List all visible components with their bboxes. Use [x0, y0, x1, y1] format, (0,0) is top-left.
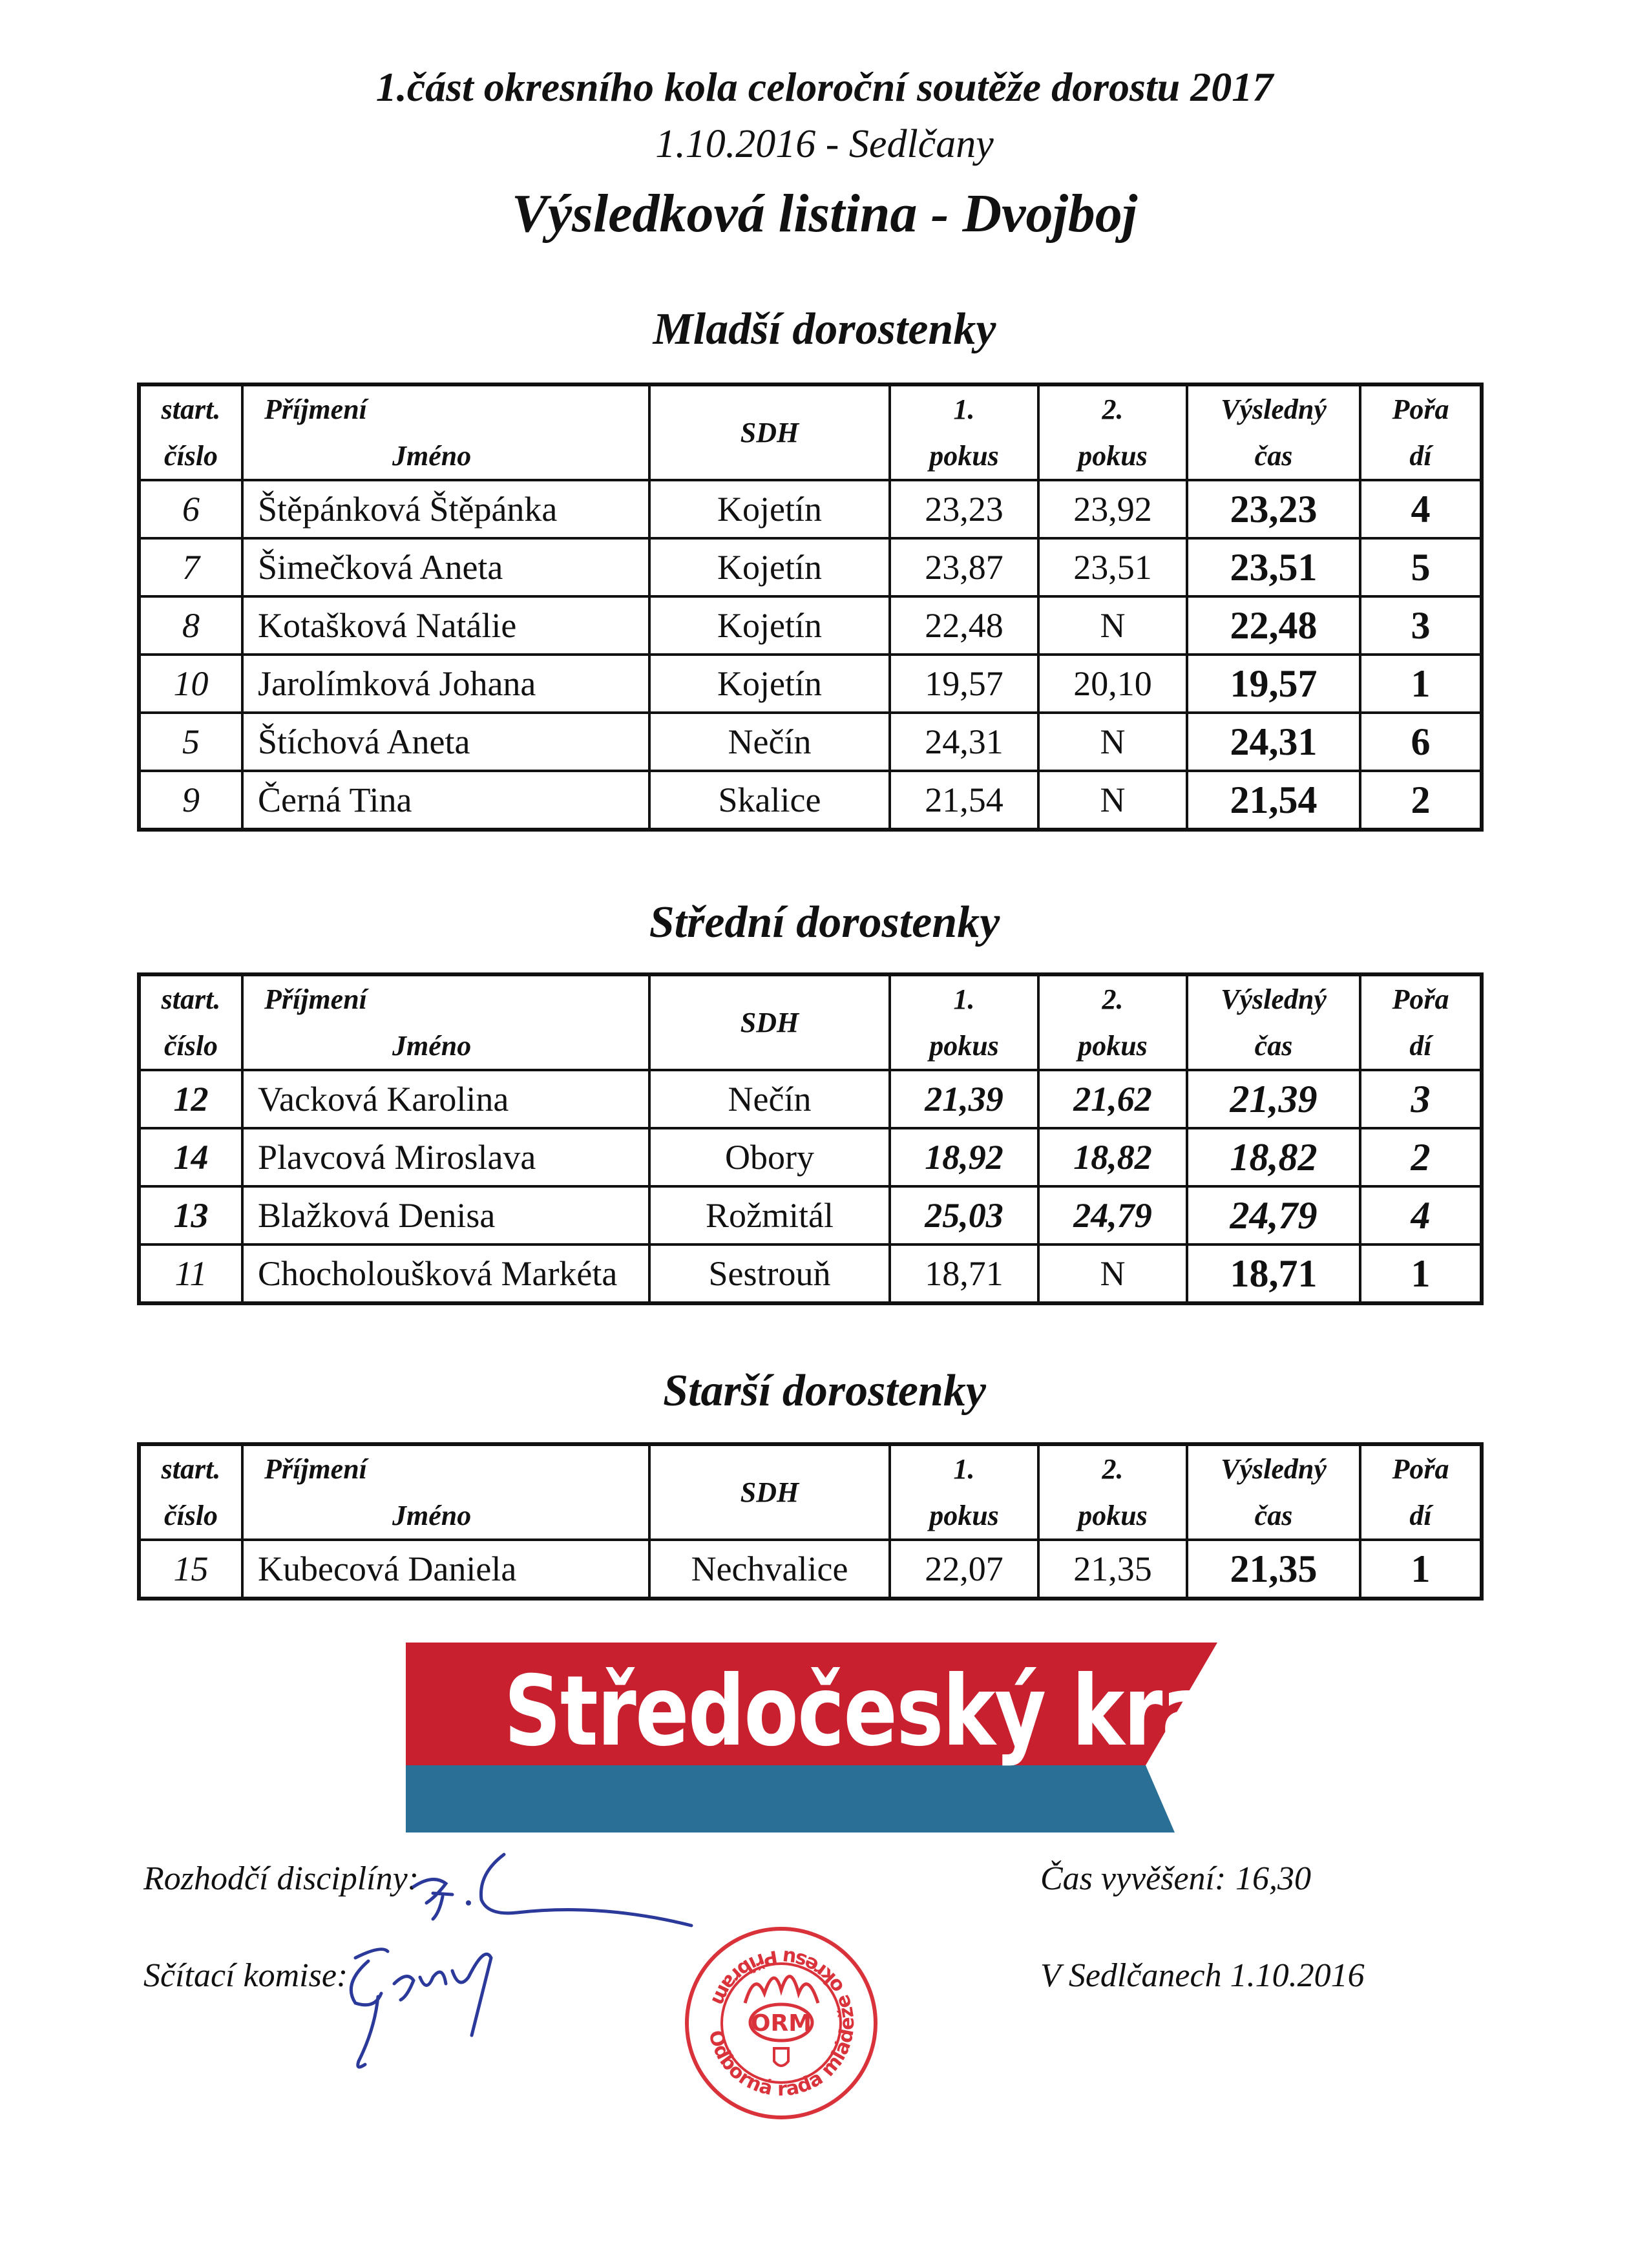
logo-blue-band	[406, 1765, 1175, 1832]
competitor-name: Štíchová Aneta	[242, 713, 649, 771]
col-header-start: start. číslo	[139, 1444, 242, 1540]
try2: 23,51	[1038, 538, 1187, 596]
sdh: Skalice	[649, 771, 890, 830]
final-time: 21,54	[1187, 771, 1360, 830]
competitor-name: Kubecová Daniela	[242, 1540, 649, 1599]
rank: 5	[1360, 538, 1482, 596]
results-table-starsi	[137, 1442, 1484, 1601]
rank: 3	[1360, 596, 1482, 655]
table-row	[139, 713, 1482, 771]
sdh: Rožmitál	[649, 1186, 890, 1244]
col-header-try1: 1. pokus	[890, 1444, 1038, 1540]
posted-time: 16,30	[1235, 1860, 1311, 1897]
document-title: 1.část okresního kola celoroční soutěže dorostu 2017	[375, 64, 1274, 110]
col-header-final: Výsledný čas	[1187, 974, 1360, 1070]
competitor-name: Štěpánková Štěpánka	[242, 480, 649, 538]
try2: 23,92	[1038, 480, 1187, 538]
col-header-name: Příjmení Jméno	[242, 384, 649, 480]
stamp-center-text: ORM	[750, 2010, 812, 2037]
competitor-name: Jarolímková Johana	[242, 655, 649, 713]
place-date: V Sedlčanech 1.10.2016	[1040, 1957, 1365, 1994]
try1: 21,39	[890, 1070, 1038, 1128]
final-time: 21,35	[1187, 1540, 1360, 1599]
try1: 25,03	[890, 1186, 1038, 1244]
col-header-rank: Pořa dí	[1360, 384, 1482, 480]
rank: 1	[1360, 1244, 1482, 1303]
rank: 2	[1360, 771, 1482, 830]
final-time: 22,48	[1187, 596, 1360, 655]
try1: 21,54	[890, 771, 1038, 830]
competitor-name: Chocholoušková Markéta	[242, 1244, 649, 1303]
table-row	[139, 1244, 1482, 1303]
final-time: 21,39	[1187, 1070, 1360, 1128]
try1: 23,87	[890, 538, 1038, 596]
try1: 22,48	[890, 596, 1038, 655]
sdh: Kojetín	[649, 480, 890, 538]
section-title-stredni: Střední dorostenky	[649, 898, 1000, 947]
rank: 1	[1360, 1540, 1482, 1599]
rank: 1	[1360, 655, 1482, 713]
rank: 4	[1360, 480, 1482, 538]
try2: 24,79	[1038, 1186, 1187, 1244]
try1: 18,71	[890, 1244, 1038, 1303]
col-header-try2: 2. pokus	[1038, 384, 1187, 480]
start-number: 9	[139, 771, 242, 830]
referee-label: Rozhodčí disciplíny:	[143, 1860, 419, 1897]
start-number: 15	[139, 1540, 242, 1599]
try2: 21,35	[1038, 1540, 1187, 1599]
col-header-try2: 2. pokus	[1038, 974, 1187, 1070]
col-header-name: Příjmení Jméno	[242, 1444, 649, 1540]
orm-stamp	[684, 1926, 879, 2121]
start-number: 10	[139, 655, 242, 713]
event-date-place: 1.10.2016 - Sedlčany	[655, 122, 994, 166]
stamp-ring-text: Odborná rada mládeže okresu Příbram	[704, 1945, 859, 2101]
table-row	[139, 655, 1482, 713]
try1: 24,31	[890, 713, 1038, 771]
col-header-rank: Pořa dí	[1360, 974, 1482, 1070]
results-table-stredni	[137, 972, 1484, 1305]
start-number: 5	[139, 713, 242, 771]
commission-label: Sčítací komise:	[143, 1957, 348, 1994]
col-header-start: start. číslo	[139, 974, 242, 1070]
table-header-row	[139, 384, 1482, 480]
sdh: Nečín	[649, 713, 890, 771]
final-time: 18,82	[1187, 1128, 1360, 1186]
start-number: 7	[139, 538, 242, 596]
start-number: 12	[139, 1070, 242, 1128]
commission-signature	[330, 1932, 523, 2074]
posted-label: Čas vyvěšení:	[1040, 1860, 1226, 1897]
table-header-row	[139, 1444, 1482, 1540]
try2: 21,62	[1038, 1070, 1187, 1128]
col-header-start: start. číslo	[139, 384, 242, 480]
final-time: 19,57	[1187, 655, 1360, 713]
start-number: 6	[139, 480, 242, 538]
col-header-sdh: SDH	[649, 974, 890, 1070]
try1: 18,92	[890, 1128, 1038, 1186]
final-time: 24,31	[1187, 713, 1360, 771]
competitor-name: Šimečková Aneta	[242, 538, 649, 596]
sdh: Nečín	[649, 1070, 890, 1128]
logo-text: Středočeský kraj	[504, 1655, 1241, 1768]
table-row	[139, 538, 1482, 596]
start-number: 8	[139, 596, 242, 655]
col-header-final: Výsledný čas	[1187, 384, 1360, 480]
table-row	[139, 771, 1482, 830]
competitor-name: Černá Tina	[242, 771, 649, 830]
final-time: 23,51	[1187, 538, 1360, 596]
col-header-try2: 2. pokus	[1038, 1444, 1187, 1540]
table-header-row	[139, 974, 1482, 1070]
competitor-name: Blažková Denisa	[242, 1186, 649, 1244]
table-row	[139, 1540, 1482, 1599]
sdh: Kojetín	[649, 538, 890, 596]
start-number: 13	[139, 1186, 242, 1244]
try2: N	[1038, 713, 1187, 771]
section-title-starsi: Starší dorostenky	[663, 1366, 986, 1416]
col-header-sdh: SDH	[649, 1444, 890, 1540]
try2: 18,82	[1038, 1128, 1187, 1186]
competitor-name: Vacková Karolina	[242, 1070, 649, 1128]
start-number: 11	[139, 1244, 242, 1303]
competitor-name: Plavcová Miroslava	[242, 1128, 649, 1186]
try2: N	[1038, 1244, 1187, 1303]
try2: N	[1038, 596, 1187, 655]
table-row	[139, 1128, 1482, 1186]
final-time: 18,71	[1187, 1244, 1360, 1303]
col-header-name: Příjmení Jméno	[242, 974, 649, 1070]
rank: 4	[1360, 1186, 1482, 1244]
sdh: Kojetín	[649, 596, 890, 655]
rank: 6	[1360, 713, 1482, 771]
final-time: 24,79	[1187, 1186, 1360, 1244]
table-row	[139, 480, 1482, 538]
table-row	[139, 596, 1482, 655]
final-time: 23,23	[1187, 480, 1360, 538]
rank: 3	[1360, 1070, 1482, 1128]
section-title-mladsi: Mladší dorostenky	[653, 304, 996, 354]
col-header-rank: Pořa dí	[1360, 1444, 1482, 1540]
try2: 20,10	[1038, 655, 1187, 713]
sdh: Kojetín	[649, 655, 890, 713]
start-number: 14	[139, 1128, 242, 1186]
table-row	[139, 1070, 1482, 1128]
col-header-final: Výsledný čas	[1187, 1444, 1360, 1540]
document-subtitle: Výsledková listina - Dvojboj	[511, 184, 1138, 244]
sdh: Sestrouň	[649, 1244, 890, 1303]
results-table-mladsi	[137, 383, 1484, 832]
sdh: Obory	[649, 1128, 890, 1186]
col-header-try1: 1. pokus	[890, 974, 1038, 1070]
competitor-name: Kotašková Natálie	[242, 596, 649, 655]
try1: 19,57	[890, 655, 1038, 713]
rank: 2	[1360, 1128, 1482, 1186]
try1: 22,07	[890, 1540, 1038, 1599]
col-header-try1: 1. pokus	[890, 384, 1038, 480]
sdh: Nechvalice	[649, 1540, 890, 1599]
table-row	[139, 1186, 1482, 1244]
col-header-sdh: SDH	[649, 384, 890, 480]
try1: 23,23	[890, 480, 1038, 538]
try2: N	[1038, 771, 1187, 830]
